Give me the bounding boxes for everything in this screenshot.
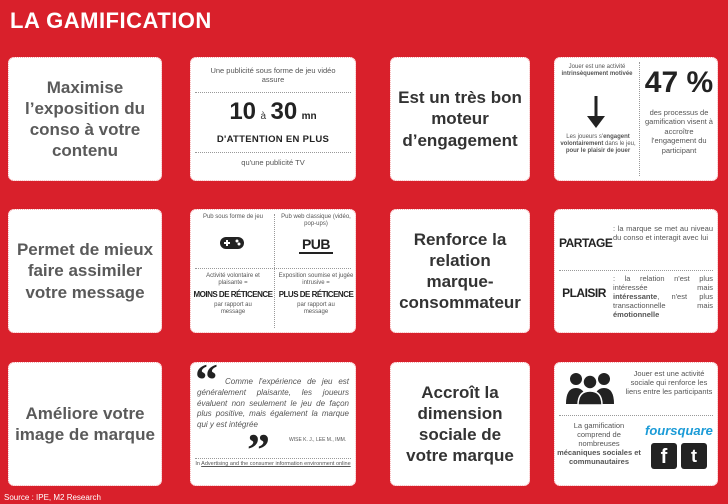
facebook-icon: f: [651, 443, 677, 469]
row3-right-card: [554, 362, 718, 486]
plaisir-text-2: , n'est plus transactionnelle mais: [613, 292, 713, 310]
row2-col-b-stamp: PLUS DE RÉTICENCE: [278, 290, 354, 299]
row1-right-top: [559, 64, 635, 78]
row3-right-bottom-text: La gamification comprend de nombreuses: [573, 421, 625, 448]
row2-right-title-card: [390, 209, 530, 333]
row3-left-card: [8, 362, 162, 486]
row1-duration-sep: à: [260, 111, 267, 122]
row3-left-text: Améliore votre image de marque: [15, 403, 155, 444]
row1-duration-b: 30: [270, 98, 298, 125]
row3-ref: [193, 461, 353, 468]
row3-right-title-card: [390, 362, 530, 486]
gamepad-icon: [219, 234, 245, 257]
plaisir-text: [613, 274, 713, 319]
row1-left-text: Maximise l’exposition du conso à votre contenu: [25, 77, 145, 161]
row2-col-a-foot: par rapport au message: [214, 302, 252, 316]
row3-ref-link: Advertising and the consumer information environment online: [201, 461, 351, 467]
row1-right-percent-caption: des processus de gamification visent à accroître l'engagement du participant: [645, 108, 713, 155]
row1-right-title-card: [390, 57, 530, 181]
row1-right-divider: [639, 62, 640, 176]
row1-middle-bottom: qu'une publicité TV: [241, 158, 305, 167]
row2-right-hdivider: [559, 270, 713, 271]
row1-middle-card: [190, 57, 356, 181]
row2-middle-vdivider: [274, 214, 275, 328]
row1-right-top-bold: intrinsèquement motivée: [561, 71, 633, 78]
people-icon: [565, 371, 615, 410]
row1-right-percent: 47 %: [644, 66, 714, 99]
row1-left-card: [8, 57, 162, 181]
row1-right-title: Est un très bon moteur d’engagement: [398, 88, 522, 150]
row2-middle-card: [190, 209, 356, 333]
row2-col-a-head: Pub sous forme de jeu: [202, 214, 264, 220]
row3-right-top: Jouer est une activité sociale qui renforce les liens entre les participants: [625, 369, 713, 396]
partage-label: PARTAGE: [559, 236, 613, 250]
plaisir-bold-1: intéressante: [613, 292, 658, 301]
row2-col-b-head: Pub web classique (vidéo, pop-ups): [281, 214, 351, 228]
twitter-icon: t: [681, 443, 707, 469]
row1-middle-divider-bottom: [195, 152, 351, 153]
row1-right-bottom-t2: dans le jeu,: [603, 141, 636, 148]
row1-attention: D'ATTENTION EN PLUS: [216, 134, 330, 145]
row3-ref-prefix: In: [195, 461, 200, 467]
row1-right-card: [554, 57, 718, 181]
row2-right-card: [554, 209, 718, 333]
arrow-down-icon: [585, 96, 607, 128]
row1-middle-divider-top: [195, 92, 351, 93]
row2-left-card: [8, 209, 162, 333]
plaisir-text-1: : la relation n'est plus intéressée mais: [613, 274, 713, 292]
row2-col-a-stamp: MOINS DE RÉTICENCE: [193, 290, 273, 299]
row3-author: WISE K. J., LEE M., IMM.: [289, 437, 347, 443]
row3-right-hdivider: [559, 415, 713, 416]
row2-middle-hdivider: [195, 268, 351, 269]
row3-quote: Comme l'expérience de jeu est généralement plaisante, les joueurs évaluent non seulement le jeu de façon plus positive, mais également la marque qui y est intégrée: [197, 377, 349, 430]
row1-right-bottom: [558, 134, 638, 156]
row1-middle-top: Une publicité sous forme de jeu vidéo assure: [210, 66, 336, 85]
row1-right-bottom-b1: engagent volontairement: [560, 134, 630, 148]
row1-duration: [191, 98, 355, 126]
row1-right-bottom-t1: Les joueurs s': [566, 134, 604, 140]
open-quote-icon: “: [195, 354, 218, 405]
row1-duration-unit: mn: [301, 111, 317, 122]
row1-duration-a: 10: [229, 98, 257, 125]
row3-right-bottom-bold: mécaniques sociales et communautaires: [557, 448, 641, 466]
row2-col-b-foot: par rapport au message: [297, 302, 335, 316]
row2-col-b-desc: Exposition soumise et jugée intrusive =: [278, 273, 354, 287]
page-title: LA GAMIFICATION: [10, 8, 212, 33]
row1-right-top-text: Jouer est une activité: [568, 64, 626, 70]
close-quote-icon: ”: [247, 424, 270, 475]
pub-icon: PUB: [299, 236, 333, 254]
plaisir-label: PLAISIR: [562, 286, 606, 300]
plaisir-bold-2: émotionnelle: [613, 310, 660, 319]
row3-middle-card: [190, 354, 356, 486]
row3-right-title: Accroît la dimension sociale de votre marque: [406, 382, 514, 466]
row1-right-bottom-b2: pour le plaisir de jouer: [565, 148, 631, 155]
row2-col-a-desc: Activité volontaire et plaisante =: [206, 273, 260, 287]
partage-text: : la marque se met au niveau du conso et interagit avec lui: [613, 224, 713, 242]
source-note: Source : IPE, M2 Research: [4, 493, 101, 502]
row2-left-text: Permet de mieux faire assimiler votre message: [16, 240, 154, 302]
row2-right-title: Renforce la relation marque-consommateur: [399, 229, 521, 313]
row3-middle-hdivider: [195, 458, 351, 459]
row3-right-bottom: [557, 421, 641, 466]
foursquare-logo: foursquare: [645, 423, 713, 438]
